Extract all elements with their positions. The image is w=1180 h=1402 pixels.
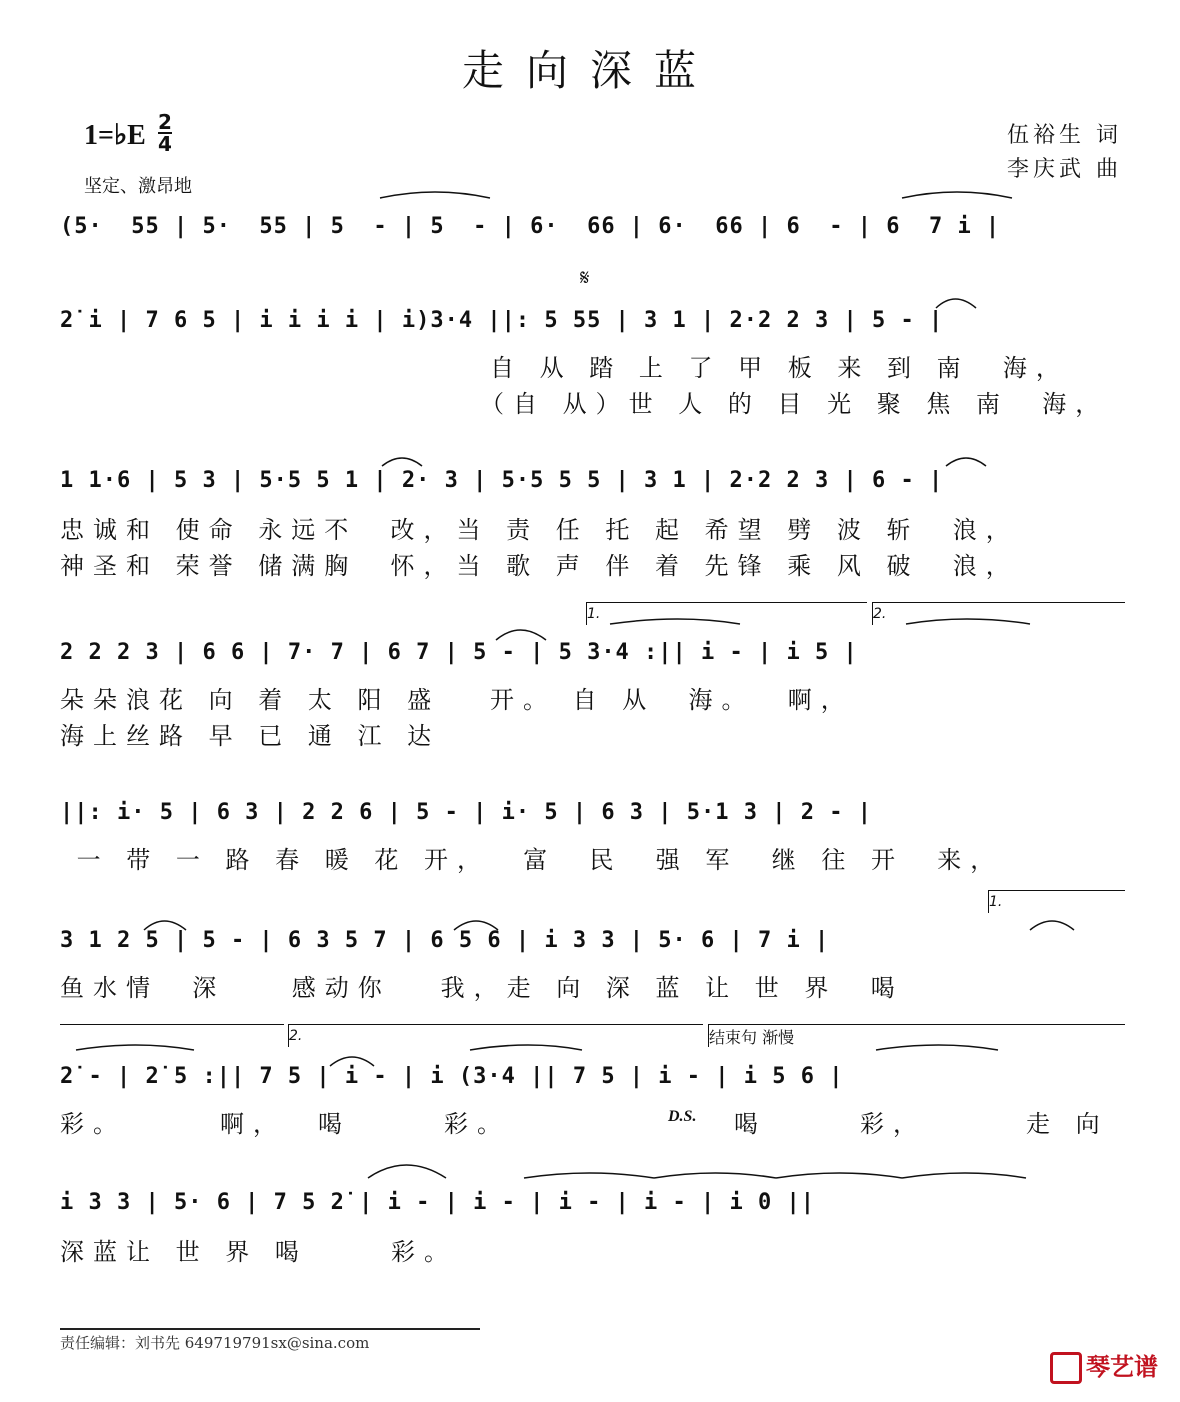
- first-ending-bracket-2: [988, 890, 1125, 913]
- lyric-line-3a: 朵朵浪花 向 着 太 阳 盛 开。 自 从 海。 啊，: [60, 686, 854, 714]
- tie-1: [380, 192, 490, 198]
- time-signature: [158, 112, 172, 154]
- tie-2: [902, 192, 1012, 198]
- dal-segno-marking: D.S.: [668, 1108, 697, 1125]
- meter-bottom: 4: [158, 132, 172, 156]
- lyric-cai-3: 彩，: [860, 1110, 926, 1138]
- second-ending-bracket: [872, 602, 1125, 625]
- notation-line-2: 2̇ i | 7 6 5 | i i i i | i)3·4 ||: 5 55 | 3 1 | 2·2 2 3 | 5 - |: [60, 308, 944, 333]
- second-ending-bracket-2: [288, 1024, 703, 1047]
- first-ending-label: 1.: [587, 606, 601, 622]
- key-signature: 1=♭E: [84, 120, 146, 151]
- tie-8: [524, 1173, 654, 1178]
- tie-11: [902, 1173, 1026, 1178]
- final-phrase-label: 结束句 渐慢: [709, 1028, 795, 1047]
- notation-line-6: 3 1 2 5 | 5 - | 6 3 5 7 | 6 5 6 | i 3 3 | 5· 6 | 7 i |: [60, 928, 830, 953]
- second-ending-label-2: 2.: [289, 1028, 303, 1044]
- lyricist-credit: 伍裕生 词: [1007, 123, 1122, 148]
- second-ending-label: 2.: [873, 606, 887, 622]
- slur-1: [936, 299, 976, 308]
- editor-footer: 责任编辑：刘书先 649719791sx@sina.com: [60, 1328, 480, 1353]
- page-title: 走向深蓝: [461, 46, 718, 95]
- first-ending-continuation: [60, 1024, 284, 1047]
- slur-3: [946, 458, 986, 466]
- notation-line-3: 1 1·6 | 5 3 | 5·5 5 1 | 2· 3 | 5·5 5 5 | 3 1 | 2·2 2 3 | 6 - |: [60, 468, 944, 493]
- notation-line-7: 2̇ - | 2̇ 5 :|| 7 5 | i - | i (3·4 || 7 5 | i - | i 5 6 |: [60, 1064, 844, 1089]
- notation-line-5: ||: i· 5 | 6 3 | 2 2 6 | 5 - | i· 5 | 6 3 | 5·1 3 | 2 - |: [60, 800, 872, 825]
- lyric-line-4: 一 带 一 路 春 暖 花 开， 富 民 强 军 继 往 开 来，: [60, 846, 1004, 874]
- tie-9: [654, 1173, 776, 1178]
- tie-10: [776, 1173, 902, 1178]
- slur-2: [382, 458, 422, 466]
- first-ending-bracket: [586, 602, 867, 625]
- lyric-line-2b: 神圣和 荣誉 储满胸 怀，当 歌 声 伴 着 先锋 乘 风 破 浪，: [60, 552, 1019, 580]
- lyric-he-1: 喝: [318, 1110, 351, 1138]
- slur-4: [496, 630, 546, 640]
- first-ending-label-2: 1.: [989, 894, 1003, 910]
- logo-text: 琴艺谱: [1086, 1353, 1158, 1381]
- notation-line-4: 2 2 2 3 | 6 6 | 7· 7 | 6 7 | 5 - | 5 3·4 :|| i - | i 5 |: [60, 640, 858, 665]
- lyric-cai-1: 彩。: [60, 1110, 126, 1138]
- lyric-line-7: 深蓝让 世 界 喝 彩。: [60, 1238, 458, 1266]
- lyric-line-2a: 忠诚和 使命 永远不 改，当 责 任 托 起 希望 劈 波 斩 浪，: [60, 516, 1019, 544]
- lyric-cai-2: 彩。: [444, 1110, 510, 1138]
- final-phrase-bracket: [708, 1024, 1125, 1047]
- lyric-line-1b: （自 从）世 人 的 目 光 聚 焦 南 海，: [480, 390, 1109, 418]
- notation-line-8: i 3 3 | 5· 6 | 7 5 2̇ | i - | i - | i - | i - | i 0 ||: [60, 1190, 815, 1215]
- notation-line-1: (5· 55 | 5· 55 | 5 - | 5 - | 6· 66 | 6· 66 | 6 - | 6 7 i |: [60, 214, 1001, 239]
- tempo-marking: 坚定、激昂地: [84, 176, 192, 197]
- lyric-zou-xiang: 走 向: [1026, 1110, 1109, 1138]
- lyric-a: 啊，: [220, 1110, 286, 1138]
- lyric-line-3b: 海上丝路 早 已 通 江 达: [60, 722, 441, 750]
- composer-credit: 李庆武 曲: [1007, 157, 1122, 182]
- lyric-he-2: 喝: [734, 1110, 767, 1138]
- lyric-line-5: 鱼水情 深 感动你 我，走 向 深 蓝 让 世 界 喝: [60, 974, 904, 1002]
- site-logo: [1050, 1347, 1158, 1384]
- lyric-line-1a: 自 从 踏 上 了 甲 板 来 到 南 海，: [490, 354, 1069, 382]
- segno-icon: 𝄋: [580, 266, 590, 291]
- logo-mark-icon: [1050, 1352, 1082, 1384]
- meter-top: 2: [158, 110, 172, 134]
- slur-9: [368, 1165, 446, 1178]
